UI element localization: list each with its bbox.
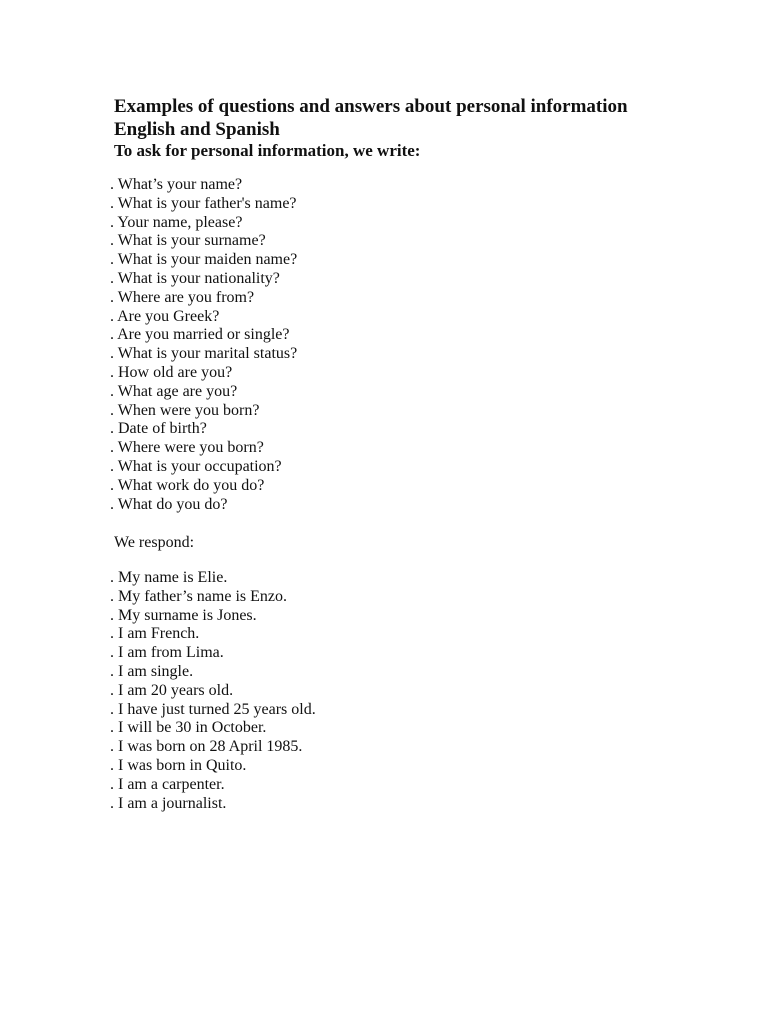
questions-intro: To ask for personal information, we write: (114, 141, 421, 160)
list-item: . Where were you born? (110, 439, 264, 457)
list-item: . What is your marital status? (110, 345, 298, 363)
list-item: . I am a journalist. (110, 794, 227, 812)
title-line-1: Examples of questions and answers about personal information (114, 96, 628, 117)
list-item: . What’s your name? (110, 176, 243, 193)
questions-list (110, 176, 297, 514)
list-item: . Are you married or single? (110, 326, 290, 344)
list-item: . I am from Lima. (110, 644, 224, 662)
answers-intro: We respond: (114, 534, 195, 551)
list-item: . My name is Elie. (110, 569, 228, 586)
list-item: . When were you born? (110, 401, 260, 419)
list-item: . My surname is Jones. (110, 606, 257, 624)
list-item: . I will be 30 in October. (110, 719, 267, 737)
list-item: . What is your occupation? (110, 457, 282, 475)
list-item: . What work do you do? (110, 476, 265, 494)
list-item: . I have just turned 25 years old. (110, 700, 316, 718)
list-item: . What age are you? (110, 382, 238, 400)
list-item: . What is your surname? (110, 232, 266, 250)
list-item: . Date of birth? (110, 420, 207, 438)
list-item: . What is your father's name? (110, 194, 297, 212)
list-item: . I am a carpenter. (110, 775, 225, 793)
list-item: . What do you do? (110, 495, 228, 513)
answers-list (110, 569, 316, 813)
list-item: . I am 20 years old. (110, 681, 234, 699)
document-title (114, 95, 754, 141)
list-item: . I was born on 28 April 1985. (110, 738, 303, 756)
list-item: . My father’s name is Enzo. (110, 587, 287, 605)
list-item: . What is your nationality? (110, 269, 280, 287)
list-item: . I was born in Quito. (110, 756, 247, 774)
list-item: . I am French. (110, 625, 200, 643)
list-item: . I am single. (110, 662, 194, 680)
list-item: . Your name, please? (110, 213, 243, 231)
list-item: . What is your maiden name? (110, 251, 298, 269)
list-item: . How old are you? (110, 363, 233, 381)
list-item: . Where are you from? (110, 288, 255, 306)
list-item: . Are you Greek? (110, 307, 220, 325)
title-line-2: English and Spanish (114, 119, 280, 140)
